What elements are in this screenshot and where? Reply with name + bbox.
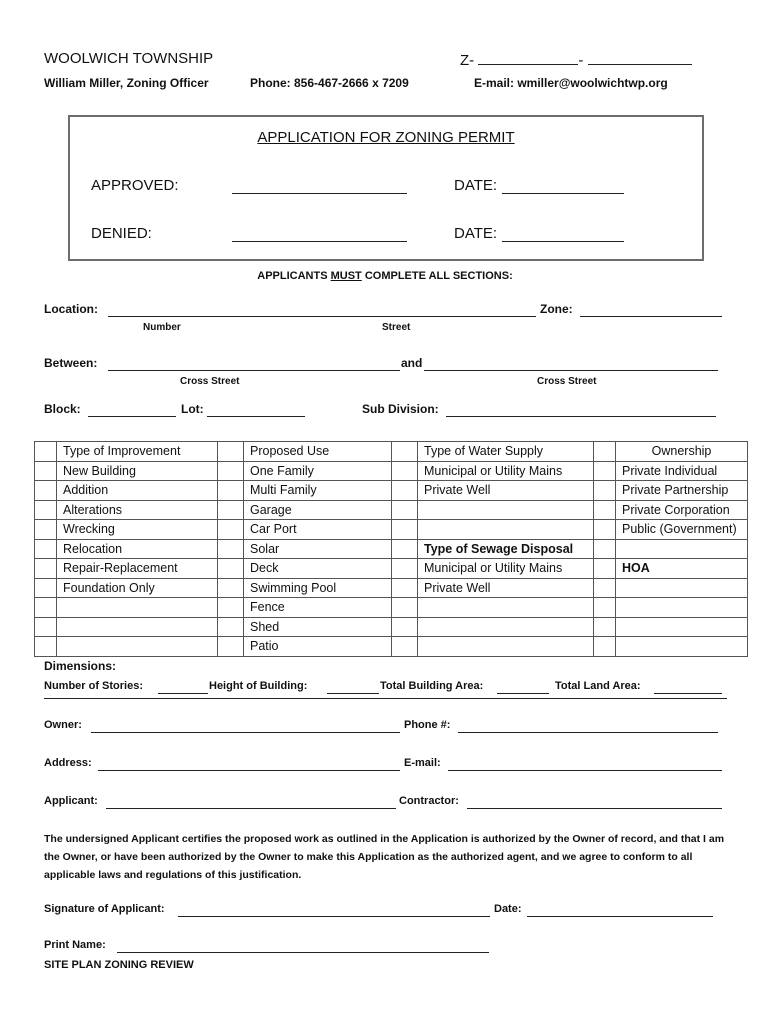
signature-date-label: Date: [494,903,522,915]
checkbox-cell[interactable] [594,461,616,481]
table-row [35,520,748,540]
checkbox-cell[interactable] [35,559,57,579]
ownership-cell: Private Individual [616,461,748,481]
checkbox-cell[interactable] [35,617,57,637]
water-sewage-cell: Type of Sewage Disposal [418,539,594,559]
address-label: Address: [44,757,92,769]
improvement-table [34,441,748,657]
header-blank-cell [218,442,244,462]
checkbox-cell[interactable] [35,539,57,559]
dimensions-title: Dimensions: [44,659,117,673]
header-water-supply: Type of Water Supply [418,442,594,462]
table-row [35,461,748,481]
instructions-post: COMPLETE ALL SECTIONS: [361,270,513,282]
checkbox-cell[interactable] [594,598,616,618]
improvement-cell [57,598,218,618]
table-row [35,637,748,657]
improvement-cell [57,637,218,657]
proposed-use-cell: Deck [244,559,392,579]
checkbox-cell[interactable] [218,559,244,579]
site-plan-heading: SITE PLAN ZONING REVIEW [44,959,194,971]
form-title: APPLICATION FOR ZONING PERMIT [257,129,515,146]
land-area-label: Total Land Area: [555,680,641,692]
block-label: Block: [44,402,81,416]
proposed-use-cell: One Family [244,461,392,481]
zone-ref: Z- - [460,50,692,69]
contractor-field[interactable] [467,796,722,809]
checkbox-cell[interactable] [392,520,418,540]
subdivision-label: Sub Division: [362,402,439,416]
subdivision-field[interactable] [446,404,716,417]
table-header-row [35,442,748,462]
header-blank-cell [392,442,418,462]
zone-ref-field-2[interactable] [588,50,692,65]
approved-date-field[interactable] [502,179,624,194]
water-sewage-cell: Private Well [418,578,594,598]
checkbox-cell[interactable] [594,520,616,540]
building-area-field[interactable] [497,681,549,694]
contractor-label: Contractor: [399,795,459,807]
owner-label: Owner: [44,719,82,731]
and-label: and [401,356,423,370]
instructions-pre: APPLICANTS [257,270,331,282]
ownership-cell [616,598,748,618]
checkbox-cell[interactable] [218,637,244,657]
checkbox-cell[interactable] [35,461,57,481]
between-field-2[interactable] [424,358,718,371]
email-field[interactable] [448,758,722,771]
checkbox-cell[interactable] [594,500,616,520]
header-blank-cell [594,442,616,462]
height-label: Height of Building: [209,680,308,692]
lot-field[interactable] [207,404,305,417]
checkbox-cell[interactable] [392,578,418,598]
approved-date-label: DATE: [454,177,498,194]
checkbox-cell[interactable] [218,617,244,637]
improvement-cell [57,617,218,637]
checkbox-cell[interactable] [392,559,418,579]
proposed-use-cell: Solar [244,539,392,559]
table-row [35,559,748,579]
proposed-use-cell: Patio [244,637,392,657]
improvement-cell: Repair-Replacement [57,559,218,579]
checkbox-cell[interactable] [392,481,418,501]
instructions-must: MUST [330,270,362,282]
improvement-cell: Addition [57,481,218,501]
phone-field[interactable] [458,720,718,733]
checkbox-cell[interactable] [35,520,57,540]
checkbox-cell[interactable] [594,559,616,579]
certification-text: The undersigned Applicant certifies the proposed work as outlined in the Application is authorized by the Owner of record, and that I am the Owner, or have been authorized by the Owner to make this Application as the authorized agent, and we agree to conform to all applicable laws and regulations of this justification. [44,833,725,881]
checkbox-cell[interactable] [392,500,418,520]
checkbox-cell[interactable] [218,598,244,618]
applicant-label: Applicant: [44,795,98,807]
land-area-field[interactable] [654,681,722,694]
zone-field[interactable] [580,304,722,317]
checkbox-cell[interactable] [218,578,244,598]
table-row [35,617,748,637]
street-caption: Street [382,322,411,333]
checkbox-cell[interactable] [594,481,616,501]
checkbox-cell[interactable] [35,481,57,501]
officer-email: E-mail: wmiller@woolwichtwp.org [474,76,668,90]
proposed-use-cell: Shed [244,617,392,637]
header-proposed-use: Proposed Use [244,442,392,462]
signature-label: Signature of Applicant: [44,903,165,915]
improvement-cell: New Building [57,461,218,481]
address-field[interactable] [98,758,400,771]
checkbox-cell[interactable] [594,617,616,637]
officer-name: William Miller, Zoning Officer [44,76,209,90]
ownership-cell [616,617,748,637]
checkbox-cell[interactable] [392,461,418,481]
stories-field[interactable] [158,681,208,694]
table-row [35,578,748,598]
improvement-cell: Relocation [57,539,218,559]
denied-date-label: DATE: [454,225,498,242]
signature-date-field[interactable] [527,904,713,917]
signature-field[interactable] [178,904,490,917]
location-field[interactable] [108,304,536,317]
phone-label: Phone #: [404,719,451,731]
approved-label: APPROVED: [91,177,179,194]
improvement-cell: Foundation Only [57,578,218,598]
ownership-cell: Private Corporation [616,500,748,520]
table-row [35,539,748,559]
denied-label: DENIED: [91,225,152,242]
denied-date-field[interactable] [502,227,624,242]
proposed-use-cell: Car Port [244,520,392,540]
proposed-use-cell: Swimming Pool [244,578,392,598]
proposed-use-cell: Fence [244,598,392,618]
checkbox-cell[interactable] [392,617,418,637]
checkbox-cell[interactable] [218,520,244,540]
water-sewage-cell: Municipal or Utility Mains [418,461,594,481]
instructions [0,270,770,282]
print-name-field[interactable] [117,940,489,953]
print-name-label: Print Name: [44,939,106,951]
cross-street-caption-1: Cross Street [180,376,240,387]
checkbox-cell[interactable] [392,539,418,559]
township-name: WOOLWICH TOWNSHIP [44,50,214,67]
improvement-cell: Alterations [57,500,218,520]
header-improvement: Type of Improvement [57,442,218,462]
water-sewage-cell [418,598,594,618]
between-field-1[interactable] [108,358,400,371]
stories-label: Number of Stories: [44,680,144,692]
approved-field[interactable] [232,179,407,194]
zone-label: Zone: [540,302,573,316]
water-sewage-cell [418,520,594,540]
between-label: Between: [44,356,98,370]
checkbox-cell[interactable] [218,500,244,520]
ownership-cell [616,637,748,657]
checkbox-cell[interactable] [594,637,616,657]
lot-label: Lot: [181,402,204,416]
checkbox-cell[interactable] [392,598,418,618]
table-row [35,598,748,618]
number-caption: Number [143,322,181,333]
checkbox-cell[interactable] [594,578,616,598]
checkbox-cell[interactable] [35,578,57,598]
height-field[interactable] [327,681,379,694]
block-field[interactable] [88,404,176,417]
checkbox-cell[interactable] [594,539,616,559]
denied-field[interactable] [232,227,407,242]
zone-ref-prefix: Z- [460,52,475,69]
improvement-cell: Wrecking [57,520,218,540]
water-sewage-cell [418,500,594,520]
owner-field[interactable] [91,720,400,733]
applicant-field[interactable] [106,796,396,809]
approval-box [68,115,704,261]
table-row [35,481,748,501]
table-row [35,500,748,520]
checkbox-cell[interactable] [218,481,244,501]
email-label: E-mail: [404,757,441,769]
divider [44,698,727,699]
checkbox-cell[interactable] [218,461,244,481]
building-area-label: Total Building Area: [380,680,484,692]
water-sewage-cell: Private Well [418,481,594,501]
header-ownership: Ownership [616,442,748,462]
ownership-cell [616,539,748,559]
water-sewage-cell [418,617,594,637]
proposed-use-cell: Garage [244,500,392,520]
zone-ref-field-1[interactable] [478,50,578,65]
location-label: Location: [44,302,98,316]
header-blank-cell [35,442,57,462]
officer-phone: Phone: 856-467-2666 x 7209 [250,76,409,90]
water-sewage-cell [418,637,594,657]
ownership-cell [616,578,748,598]
ownership-cell: HOA [616,559,748,579]
cross-street-caption-2: Cross Street [537,376,597,387]
water-sewage-cell: Municipal or Utility Mains [418,559,594,579]
checkbox-cell[interactable] [35,500,57,520]
checkbox-cell[interactable] [392,637,418,657]
checkbox-cell[interactable] [35,637,57,657]
proposed-use-cell: Multi Family [244,481,392,501]
ownership-cell: Private Partnership [616,481,748,501]
checkbox-cell[interactable] [218,539,244,559]
checkbox-cell[interactable] [35,598,57,618]
ownership-cell: Public (Government) [616,520,748,540]
